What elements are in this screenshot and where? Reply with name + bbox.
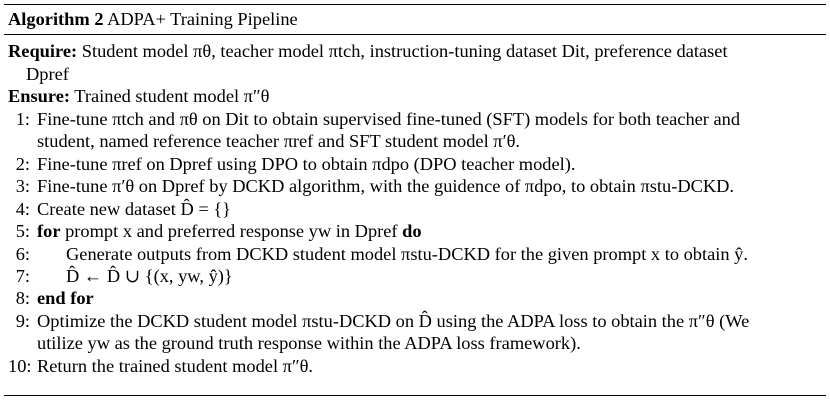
step-number: 9: xyxy=(15,310,30,331)
step-text: Fine-tune πtch and πθ on Dit to obtain supervised fine-tuned (SFT) models for both teacher and xyxy=(37,108,741,129)
require-text: Student model πθ, teacher model πtch, instruction-tuning dataset Dit, preference dataset xyxy=(81,41,728,62)
ensure-keyword: Ensure: xyxy=(8,86,70,107)
step-number: 7: xyxy=(15,265,30,286)
algorithm-box xyxy=(4,4,826,396)
step-text: utilize yw as the ground truth response within the ADPA loss framework). xyxy=(37,333,581,354)
algorithm-body xyxy=(4,35,826,377)
bottom-rule xyxy=(4,395,826,396)
step-text: Return the trained student model π″θ. xyxy=(37,355,314,376)
step-number: 3: xyxy=(15,176,30,197)
algorithm-label: Algorithm 2 xyxy=(8,9,104,29)
step-text: Fine-tune π′θ on Dpref by DCKD algorithm, with the guidence of πdpo, to obtain πstu-DCKD. xyxy=(37,176,735,197)
step-5 xyxy=(8,220,822,242)
step-text: Create new dataset D̂ = {} xyxy=(37,198,231,219)
step-2 xyxy=(8,153,822,175)
require-continuation: Dpref xyxy=(26,63,69,84)
step-text: Optimize the DCKD student model πstu-DCKD on D̂ using the ADPA loss to obtain the π″θ (We xyxy=(37,310,750,331)
algorithm-caption xyxy=(4,5,826,34)
step-text: prompt x and preferred response yw in Dpref xyxy=(65,221,398,242)
step-number: 5: xyxy=(15,221,30,242)
for-keyword: for xyxy=(37,221,61,242)
do-keyword: do xyxy=(402,221,422,242)
step-text: Generate outputs from DCKD student model πstu-DCKD for the given prompt x to obtain ŷ. xyxy=(66,243,748,264)
step-8 xyxy=(8,287,822,309)
end-for-keyword: end for xyxy=(37,288,94,309)
require-keyword: Require: xyxy=(8,41,78,62)
step-9 xyxy=(8,310,822,332)
step-number: 4: xyxy=(15,198,30,219)
ensure-line xyxy=(8,85,822,107)
step-number: 2: xyxy=(15,153,30,174)
step-number: 6: xyxy=(15,243,30,264)
ensure-text: Trained student model π″θ xyxy=(74,86,270,107)
step-text: student, named reference teacher πref and SFT student model π′θ. xyxy=(37,131,520,152)
step-3 xyxy=(8,175,822,197)
step-number: 10: xyxy=(8,355,32,376)
algorithm-title: ADPA+ Training Pipeline xyxy=(107,9,298,29)
step-1 xyxy=(8,108,822,130)
require-line xyxy=(8,40,822,62)
step-9-continuation xyxy=(8,332,822,354)
step-number: 1: xyxy=(15,108,30,129)
step-number: 8: xyxy=(15,288,30,309)
step-text: Fine-tune πref on Dpref using DPO to obtain πdpo (DPO teacher model). xyxy=(37,153,576,174)
step-text: D̂ ← D̂ ∪ {(x, yw, ŷ)} xyxy=(66,265,233,286)
step-6 xyxy=(8,243,822,265)
step-7 xyxy=(8,265,822,287)
step-4 xyxy=(8,198,822,220)
step-1-continuation xyxy=(8,130,822,152)
step-10 xyxy=(8,355,822,377)
